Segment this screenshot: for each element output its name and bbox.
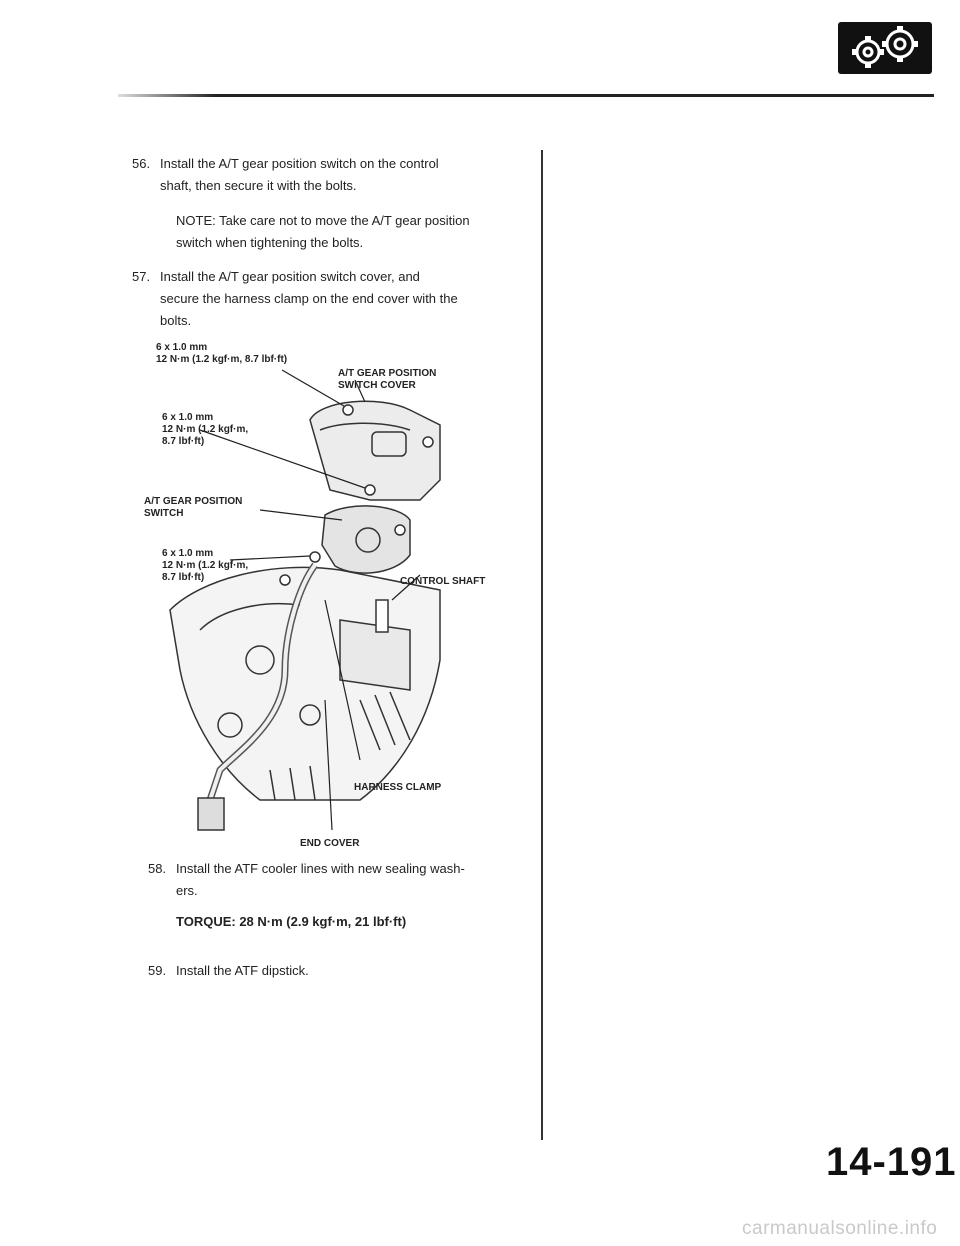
- step-number: 57.: [132, 269, 151, 284]
- column-divider: [541, 150, 543, 1140]
- step-number: 58.: [148, 861, 167, 876]
- assembly-illustration: [110, 330, 530, 860]
- step-59: [148, 960, 309, 982]
- control-shaft-label: CONTROL SHAFT: [400, 576, 486, 587]
- gear-position-switch-label: A/T GEAR POSITION SWITCH: [144, 496, 243, 519]
- harness-clamp-label: HARNESS CLAMP: [354, 782, 442, 793]
- bolt-spec-top: 6 x 1.0 mm 12 N·m (1.2 kgf·m, 8.7 lbf·ft): [156, 342, 288, 365]
- switch-cover-label: A/T GEAR POSITION SWITCH COVER: [338, 368, 437, 391]
- step-number: 56.: [132, 156, 151, 171]
- step-text: ers.: [176, 883, 198, 898]
- bolt-spec-low: 6 x 1.0 mm 12 N·m (1.2 kgf·m, 8.7 lbf·ft): [162, 548, 249, 583]
- step-text: bolts.: [160, 313, 192, 328]
- torque-spec: TORQUE: 28 N·m (2.9 kgf·m, 21 lbf·ft): [176, 914, 407, 929]
- step-text: Install the ATF dipstick.: [176, 963, 309, 978]
- page-number: 14-191: [826, 1140, 957, 1184]
- step-text: shaft, then secure it with the bolts.: [160, 178, 357, 193]
- step-text: Install the ATF cooler lines with new sealing wash-: [176, 861, 465, 876]
- step-56: [132, 153, 439, 197]
- step-57: [132, 266, 458, 332]
- site-watermark: carmanualsonline.info: [742, 1218, 938, 1239]
- gears-icon: [838, 22, 932, 74]
- note-56: [176, 210, 470, 254]
- step-number: 59.: [148, 963, 167, 978]
- note-text: NOTE: Take care not to move the A/T gear position: [176, 213, 470, 228]
- note-text: switch when tightening the bolts.: [176, 235, 364, 250]
- step-text: Install the A/T gear position switch on the control: [160, 156, 439, 171]
- bolt-spec-mid: 6 x 1.0 mm 12 N·m (1.2 kgf·m, 8.7 lbf·ft): [162, 412, 249, 447]
- end-cover-label: END COVER: [300, 838, 360, 849]
- step-text: secure the harness clamp on the end cover with the: [160, 291, 458, 306]
- illustration-drawing: [110, 330, 530, 860]
- step-text: Install the A/T gear position switch cover, and: [160, 269, 420, 284]
- step-58: [148, 858, 465, 902]
- header-rule: [118, 94, 934, 97]
